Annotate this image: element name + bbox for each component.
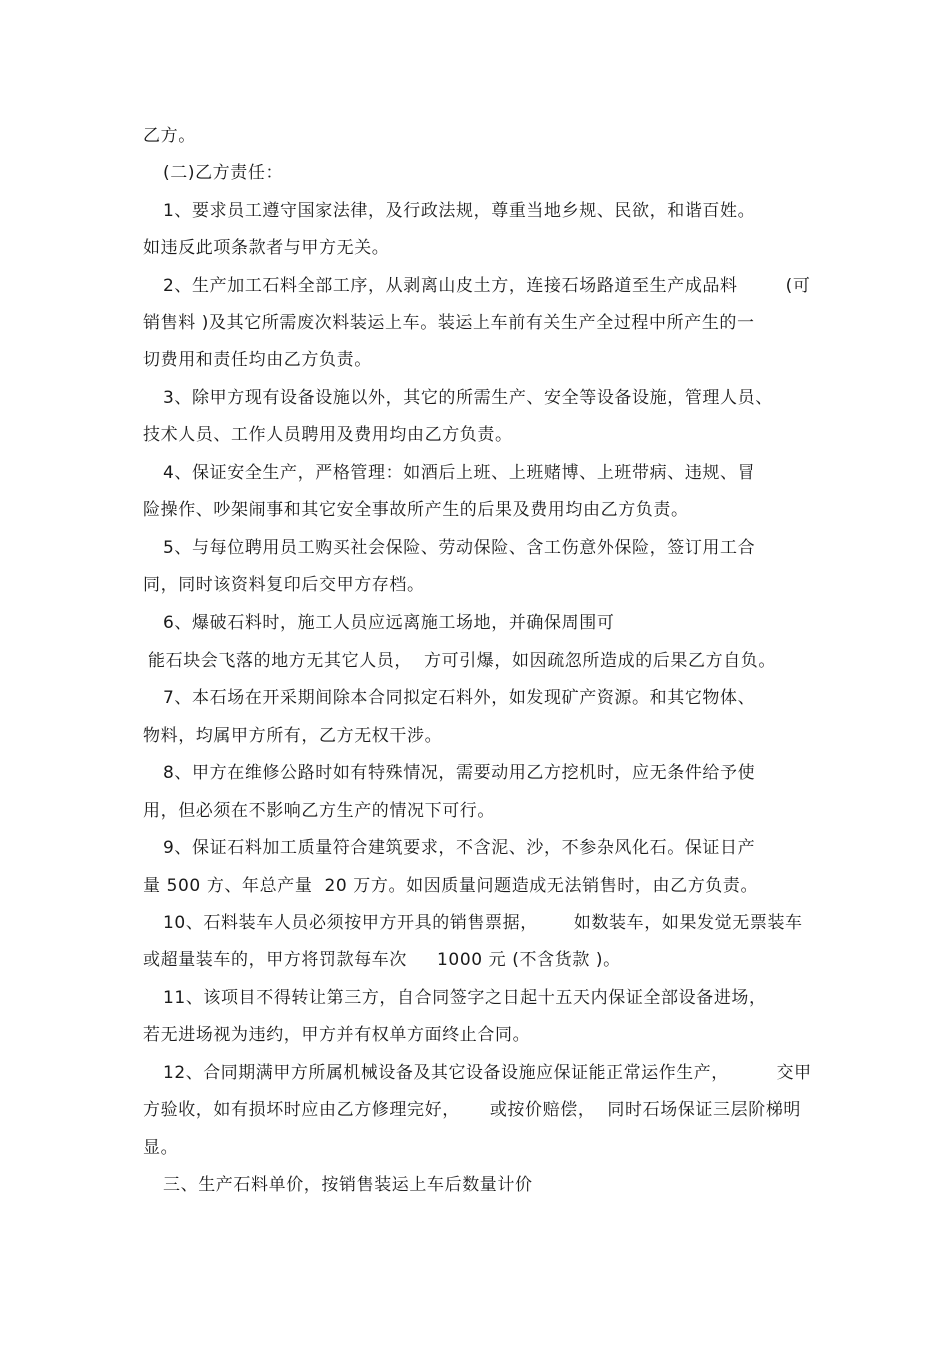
text-line: 显。 (143, 1138, 179, 1158)
text-line: 如违反此项条款者与甲方无关。 (143, 238, 390, 258)
text-line: 5、与每位聘用员工购买社会保险、劳动保险、含工伤意外保险，签订用工合 (163, 538, 756, 558)
text-line: 同，同时该资料复印后交甲方存档。 (143, 575, 425, 595)
text-line: 若无进场视为违约，甲方并有权单方面终止合同。 (143, 1025, 531, 1045)
text-line: 6、爆破石料时，施工人员应远离施工场地，并确保周围可 (163, 613, 615, 633)
section-heading: 三、生产石料单价，按销售装运上车后数量计价 (163, 1175, 533, 1195)
text-line: 销售料 )及其它所需废次料装运上车。装运上车前有关生产全过程中所产生的一 (143, 313, 755, 333)
text-line: 3、除甲方现有设备设施以外，其它的所需生产、安全等设备设施，管理人员、 (163, 388, 773, 408)
text-line: 1、要求员工遵守国家法律，及行政法规，尊重当地乡规、民欲，和谐百姓。 (163, 201, 756, 221)
text-line: 9、保证石料加工质量符合建筑要求，不含泥、沙，不参杂风化石。保证日产 (163, 838, 756, 858)
text-line: 方验收，如有损坏时应由乙方修理完好， 或按价赔偿， 同时石场保证三层阶梯明 (143, 1100, 802, 1120)
text-line: 能石块会飞落的地方无其它人员， 方可引爆，如因疏忽所造成的后果乙方自负。 (148, 651, 777, 671)
text-line: 切费用和责任均由乙方负责。 (143, 350, 372, 370)
text-line: 技术人员、工作人员聘用及费用均由乙方负责。 (143, 425, 513, 445)
text-line: 物料，均属甲方所有，乙方无权干涉。 (143, 726, 443, 746)
text-line: 乙方。 (143, 126, 196, 146)
text-line: 2、生产加工石料全部工序，从剥离山皮土方，连接石场路道至生产成品料 (可 (163, 276, 811, 296)
text-line: 11、该项目不得转让第三方，自合同签字之日起十五天内保证全部设备进场， (163, 988, 767, 1008)
text-line: 或超量装车的，甲方将罚款每车次 1000 元 (不含货款 )。 (143, 950, 621, 970)
text-line: 7、本石场在开采期间除本合同拟定石料外，如发现矿产资源。和其它物体、 (163, 688, 756, 708)
text-line: 12、合同期满甲方所属机械设备及其它设备设施应保证能正常运作生产， 交甲 (163, 1063, 812, 1083)
text-line: 10、石料装车人员必须按甲方开具的销售票据， 如数装车，如果发觉无票装车 (163, 913, 803, 933)
text-line: 4、保证安全生产，严格管理：如酒后上班、上班赌博、上班带病、违规、冒 (163, 463, 756, 483)
text-line: 8、甲方在维修公路时如有特殊情况，需要动用乙方挖机时，应无条件给予使 (163, 763, 756, 783)
section-heading: (二)乙方责任： (163, 163, 284, 183)
text-line: 险操作、吵架闹事和其它安全事故所产生的后果及费用均由乙方负责。 (143, 500, 689, 520)
text-line: 用，但必须在不影响乙方生产的情况下可行。 (143, 801, 495, 821)
text-line: 量 500 方、年总产量 20 万方。如因质量问题造成无法销售时，由乙方负责。 (143, 876, 759, 896)
